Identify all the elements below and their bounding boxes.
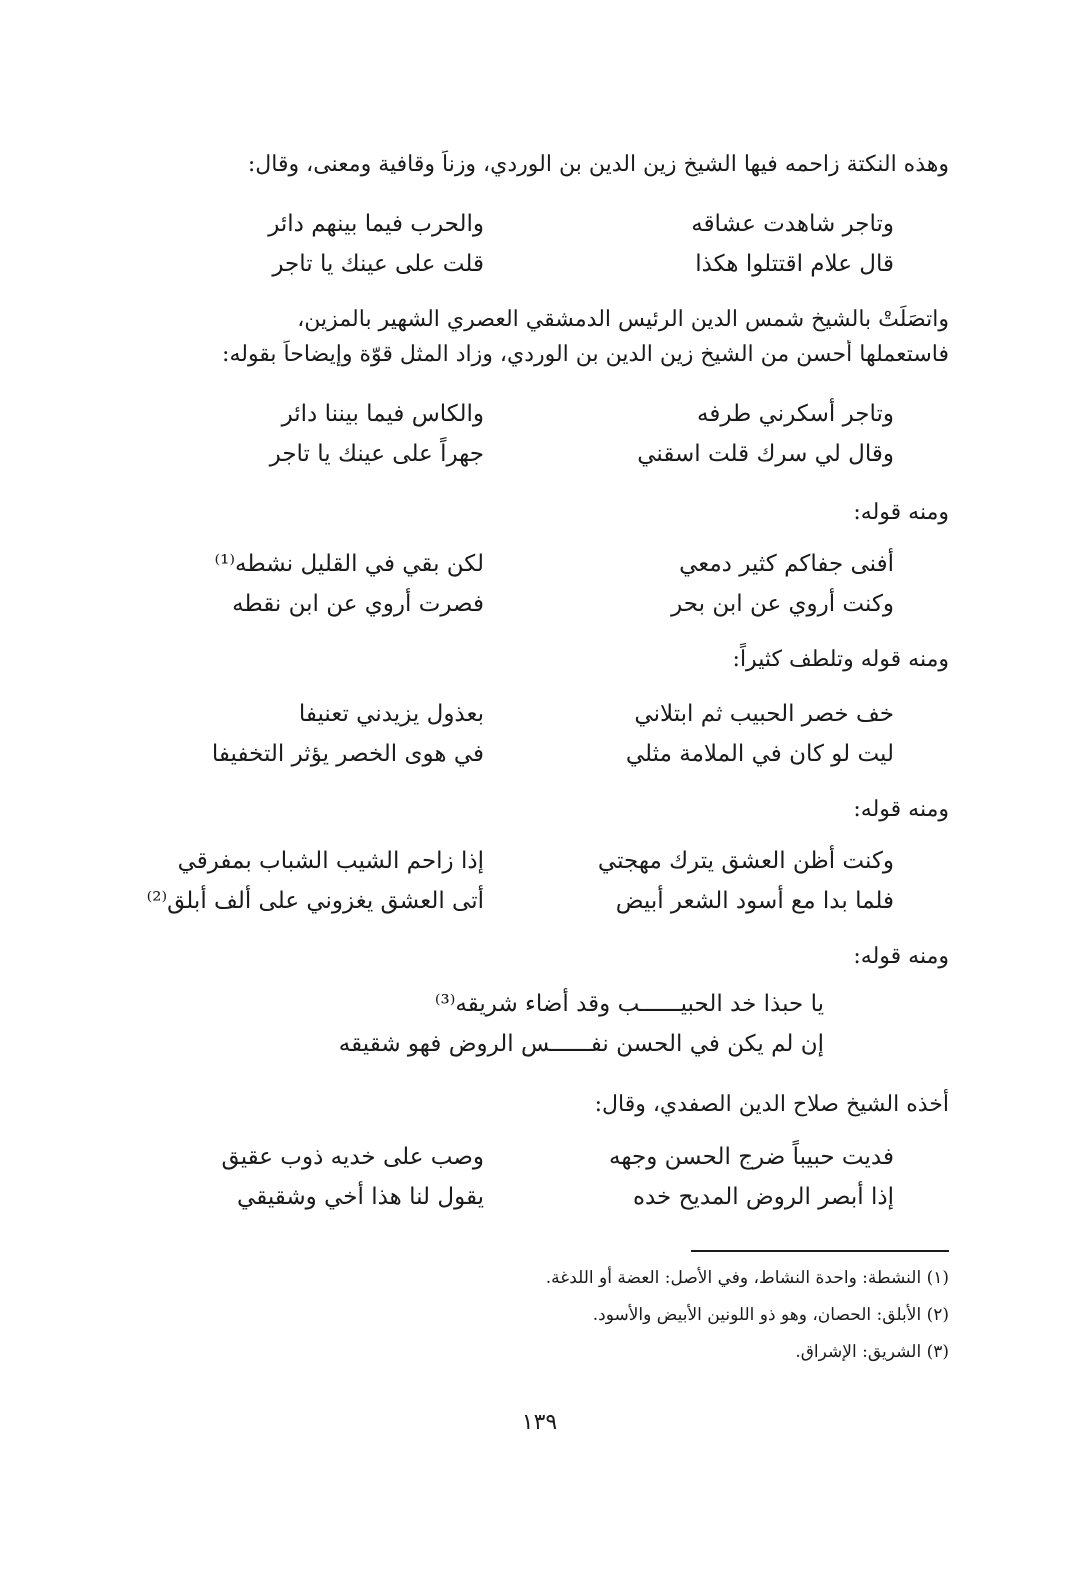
footnote-1: (١) النشطة: واحدة النشاط، وفي الأصل: العضة أو اللدغة. xyxy=(545,1268,949,1288)
hemistich-left: وصب على خديه ذوب عقيق xyxy=(221,1144,484,1170)
verse-pair-1 xyxy=(174,205,894,281)
hemistich-left: والحرب فيما بينهم دائر xyxy=(268,211,484,237)
intro-2: ومنه قوله وتلطف كثيراً: xyxy=(732,647,949,672)
hemistich-right: خف خصر الحبيب ثم ابتلاني xyxy=(634,701,894,727)
hemistich-left: في هوى الخصر يؤثر التخفيفا xyxy=(211,741,484,767)
verse-pair-2 xyxy=(174,395,894,471)
hemistich-left: أتى العشق يغزوني على ألف أبلق⁽²⁾ xyxy=(146,888,484,914)
intro-3: ومنه قوله: xyxy=(853,797,949,822)
intro-5: أخذه الشيخ صلاح الدين الصفدي، وقال: xyxy=(594,1092,949,1117)
hemistich-left: فصرت أروي عن ابن نقطه xyxy=(232,591,484,617)
hemistich-right: وكنت أظن العشق يترك مهجتي xyxy=(597,848,894,874)
footnote-divider xyxy=(691,1250,949,1252)
hemistich-right: فلما بدا مع أسود الشعر أبيض xyxy=(615,888,894,914)
page-number: ١٣٩ xyxy=(521,1410,558,1435)
hemistich-right: إذا أبصر الروض المديح خده xyxy=(632,1184,894,1210)
hemistich-right: فديت حبيباً ضرج الحسن وجهه xyxy=(609,1144,894,1170)
single-verse-1: يا حبذا خد الحبيــــــب وقد أضاء شريقه⁽³⁾ xyxy=(434,991,824,1017)
hemistich-right: قال علام اقتتلوا هكذا xyxy=(695,251,894,277)
hemistich-right: وقال لي سرك قلت اسقني xyxy=(637,441,894,467)
hemistich-left: لكن بقي في القليل نشطه⁽¹⁾ xyxy=(214,551,484,577)
verse-pair-4 xyxy=(174,695,894,771)
hemistich-left: إذا زاحم الشيب الشباب بمفرقي xyxy=(177,848,484,874)
intro-4: ومنه قوله: xyxy=(853,944,949,969)
single-verse-2: إن لم يكن في الحسن نفــــــس الروض فهو شقيقه xyxy=(338,1031,824,1057)
footnote-3: (٣) الشريق: الإشراق. xyxy=(795,1342,949,1362)
hemistich-left: يقول لنا هذا أخي وشقيقي xyxy=(237,1184,484,1210)
paragraph-1: وهذه النكتة زاحمه فيها الشيخ زين الدين بن الوردي، وزناً وقافية ومعنى، وقال: xyxy=(247,152,949,177)
hemistich-left: والكاس فيما بيننا دائر xyxy=(281,401,484,427)
hemistich-right: ليت لو كان في الملامة مثلي xyxy=(625,741,894,767)
intro-1: ومنه قوله: xyxy=(853,500,949,525)
hemistich-right: وتاجر أسكرني طرفه xyxy=(697,401,894,427)
hemistich-left: جهراً على عينك يا تاجر xyxy=(269,441,484,467)
verse-pair-3 xyxy=(174,545,894,621)
verse-pair-5 xyxy=(146,842,894,918)
paragraph-2-line-1: واتصَلَتْ بالشيخ شمس الدين الرئيس الدمشقي العصري الشهير بالمزين، xyxy=(297,307,949,332)
hemistich-left: قلت على عينك يا تاجر xyxy=(272,251,484,277)
footnote-2: (٢) الأبلق: الحصان، وهو ذو اللونين الأبيض والأسود. xyxy=(592,1305,949,1325)
paragraph-2-line-2: فاستعملها أحسن من الشيخ زين الدين بن الوردي، وزاد المثل قوّة وإيضاحاً بقوله: xyxy=(222,342,949,367)
hemistich-right: وتاجر شاهدت عشاقه xyxy=(691,211,894,237)
hemistich-left: بعذول يزيدني تعنيفا xyxy=(298,701,484,727)
verse-pair-6 xyxy=(174,1138,894,1214)
hemistich-right: أفنى جفاكم كثير دمعي xyxy=(679,551,894,577)
hemistich-right: وكنت أروي عن ابن بحر xyxy=(671,591,894,617)
